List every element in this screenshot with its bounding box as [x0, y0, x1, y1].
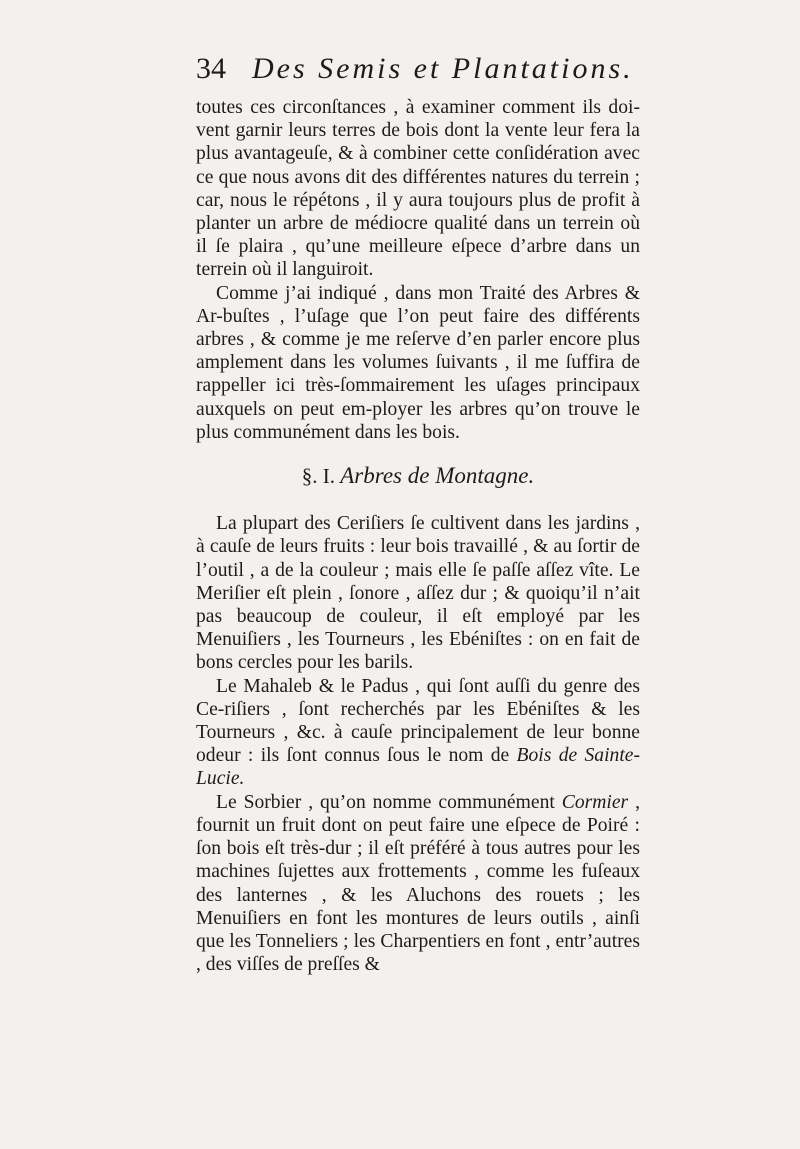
running-title: Des Semis et Plantations.	[252, 52, 634, 85]
paragraph-4-italic: Bois de Sainte-Lucie.	[196, 745, 641, 790]
body-text	[196, 96, 640, 976]
section-heading	[196, 464, 640, 488]
running-head	[196, 52, 676, 92]
section-number: §. I.	[301, 464, 335, 489]
paragraph-3: La plupart des Ceriſiers ſe cultivent dans les jardins , à cauſe de leurs fruits : leur bois travaillé , & au ſortir de l’outil , a de la couleur ; mais elle ſe paſſe aſſez vîte. Le Meriſier eſt plein , ſonore , aſſez dur ; & quoiqu’il n’ait pas beaucoup de couleur, il eſt employé par les Menuiſiers , les Tourneurs , les Ebéniſtes : on en fait de bons cercles pour les barils.	[196, 513, 640, 674]
paragraph-5-text-a: Le Sorbier , qu’on nomme communément	[216, 791, 562, 813]
page-number: 34	[196, 52, 226, 85]
paragraph-2: Comme j’ai indiqué , dans mon Traité des Arbres & Ar-buſtes , l’uſage que l’on peut faire des différents arbres , & comme je me reſerve d’en parler encore plus amplement dans les volumes ſuivants , il me ſuffira de rappeller ici très-ſommairement les uſages principaux auxquels on peut em-ployer les arbres qu’on trouve le plus communément dans les bois.	[196, 282, 640, 443]
paragraph-4-text: Le Mahaleb & le Padus , qui ſont auſſi du genre des Ce-riſiers , ſont recherchés par les Ebéniſtes & les Tourneurs , &c. à cauſe principalement de leur bonne odeur : ils ſont connus ſous le nom de	[196, 675, 640, 767]
paragraph-5	[196, 791, 640, 977]
paragraph-1: toutes ces circonſtances , à examiner comment ils doi-vent garnir leurs terres de bois dont la vente leur fera la plus avantageuſe, & à combiner cette conſidération avec ce que nous avons dit des différentes natures du terrein ; car, nous le répétons , il y aura toujours plus de profit à planter un arbre de médiocre qualité dans un terrein où il ſe plaira , qu’une meilleure eſpece d’arbre dans un terrein où il languiroit.	[196, 97, 640, 281]
section-title: Arbres de Montagne.	[340, 463, 535, 489]
paragraph-5-italic: Cormier	[561, 791, 629, 813]
paragraph-5-text-b: , fournit un fruit dont on peut faire une eſpece de Poiré : ſon bois eſt très-dur ; il eſt préféré à tous autres pour les machines ſujettes aux frottements , comme les fuſeaux des lanternes , & les Aluchons des rouets ; les Menuiſiers en font les montures de leurs outils , ainſi que les Tonneliers ; les Charpentiers en font , entr’autres , des viſſes de preſſes &	[196, 791, 640, 976]
paragraph-4	[196, 675, 640, 791]
